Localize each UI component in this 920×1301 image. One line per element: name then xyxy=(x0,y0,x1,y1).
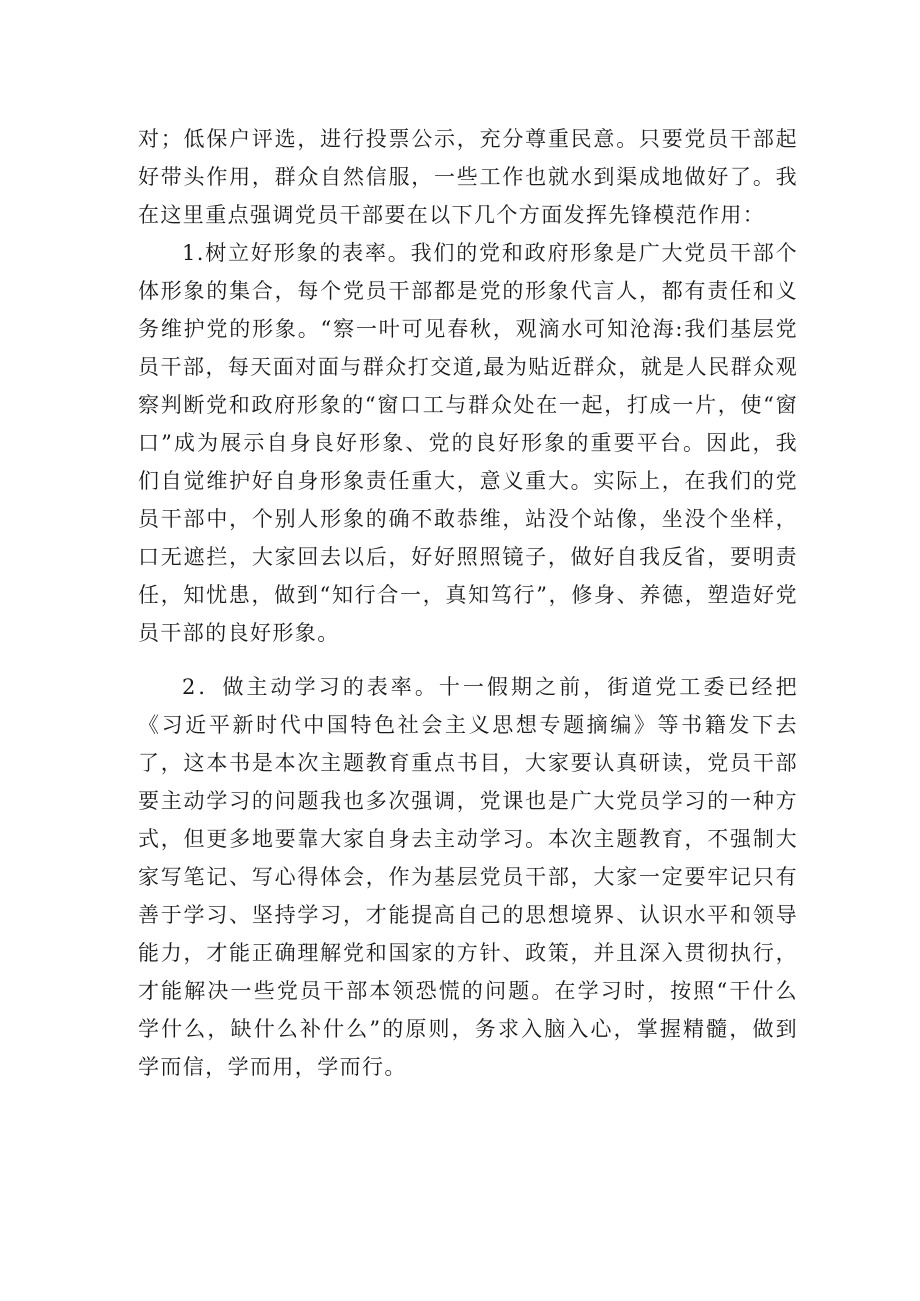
paragraph-intro-continuation: 对；低保户评选，进行投票公示，充分尊重民意。只要党员干部起好带头作用，群众自然信服，一些工作也就水到渠成地做好了。我在这里重点强调党员干部要在以下几个方面发挥先锋模范作用： xyxy=(138,127,798,227)
paragraph-section-2: 2．做主动学习的表率。十一假期之前，街道党工委已经把《习近平新时代中国特色社会主义思想专题摘编》等书籍发下去了，这本书是本次主题教育重点书目，大家要认真研读，党员干部要主动学习的问题我也多次强调，党课也是广大党员学习的一种方式，但更多地要靠大家自身去主动学习。本次主题教育，不强制大家写笔记、写心得体会，作为基层党员干部，大家一定要牢记只有善于学习、坚持学习，才能提高自己的思想境界、认识水平和领导能力，才能正确理解党和国家的方针、政策，并且深入贯彻执行，才能解决一些党员干部本领恐慌的问题。在学习时，按照“干什么学什么，缺什么补什么”的原则，务求入脑入心，掌握精髓，做到学而信，学而用，学而行。 xyxy=(138,675,798,1079)
paragraph-section-1: 1.树立好形象的表率。我们的党和政府形象是广大党员干部个体形象的集合，每个党员干部都是党的形象代言人，都有责任和义务维护党的形象。“察一叶可见春秋，观滴水可知沧海:我们基层党员干部，每天面对面与群众打交道,最为贴近群众，就是人民群众观察判断党和政府形象的“窗口工与群众处在一起，打成一片，使“窗口”成为展示自身良好形象、党的良好形象的重要平台。因此，我们自觉维护好自身形象责任重大，意义重大。实际上，在我们的党员干部中，个别人形象的确不敢恭维，站没个站像，坐没个坐样，口无遮拦，大家回去以后，好好照照镜子，做好自我反省，要明责任，知忧患，做到“知行合一，真知笃行”，修身、养德，塑造好党员干部的良好形象。 xyxy=(138,241,798,645)
document-body xyxy=(138,120,798,1086)
